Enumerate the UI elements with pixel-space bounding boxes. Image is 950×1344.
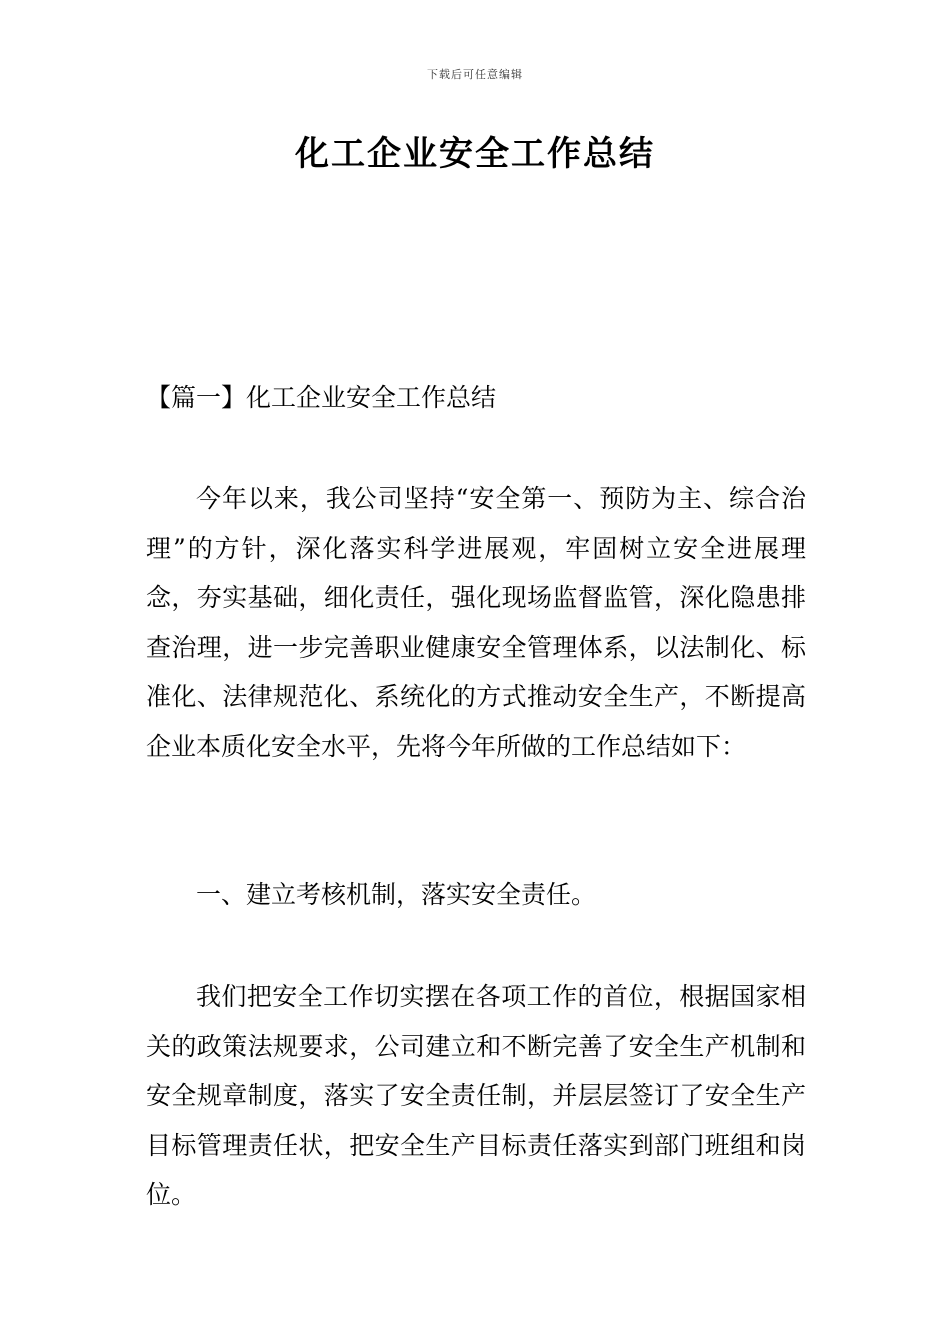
page-title: 化工企业安全工作总结 [295, 134, 655, 174]
section-label: 【篇一】化工企业安全工作总结 [146, 383, 497, 412]
header-note: 下载后可任意编辑 [427, 68, 523, 81]
section-heading-1: 一、建立考核机制，落实安全责任。 [196, 880, 597, 909]
body-paragraph-2: 我们把安全工作切实摆在各项工作的首位，根据国家相关的政策法规要求，公司建立和不断完善了安全生产机制和安全规章制度，落实了安全责任制，并层层签订了安全生产目标管理责任状，把安全生产目标责任落实到部门班组和岗位。 [146, 982, 806, 1209]
body-paragraph-1: 今年以来，我公司坚持“安全第一、预防为主、综合治理”的方针，深化落实科学进展观，牢固树立安全进展理念，夯实基础，细化责任，强化现场监督监管，深化隐患排查治理，进一步完善职业健康安全管理体系，以法制化、标准化、法律规范化、系统化的方式推动安全生产，不断提高企业本质化安全水平，先将今年所做的工作总结如下： [146, 484, 806, 761]
